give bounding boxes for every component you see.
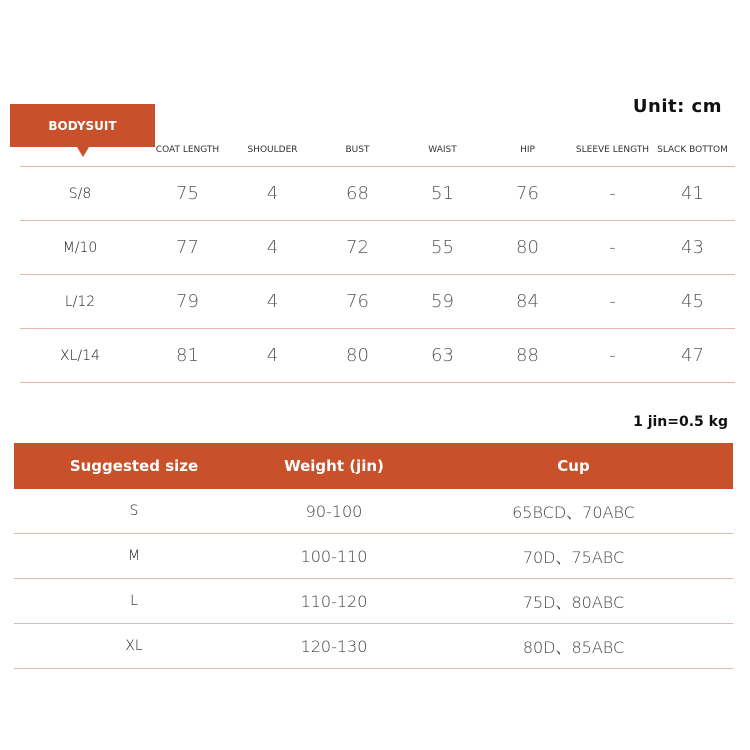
header-slack-bottom: SLACK BOTTOM [657, 145, 728, 155]
cell-slack-bottom: 47 [681, 345, 704, 366]
row-size: M/10 [62, 239, 98, 256]
header-hip: HIP [520, 145, 535, 155]
cell-hip: 88 [516, 345, 539, 366]
cell-sleeve-length: - [609, 237, 616, 258]
cell-slack-bottom: 43 [681, 237, 704, 258]
unit-label: Unit: cm [632, 96, 722, 117]
cell-coat-length: 75 [176, 183, 199, 204]
table-row [14, 624, 733, 669]
suggested-table-header [14, 443, 733, 489]
suggested-weight: 100-110 [300, 546, 368, 566]
header-cup: Cup [557, 457, 590, 475]
header-sleeve-length: SLEEVE LENGTH [575, 145, 650, 155]
suggested-size: S [129, 503, 139, 519]
suggested-size: L [130, 593, 138, 609]
suggested-cup: 65BCD、70ABC [512, 502, 635, 522]
cell-hip: 84 [516, 291, 539, 312]
cell-waist: 51 [431, 183, 454, 204]
header-weight: Weight (jin) [284, 457, 384, 475]
row-size: XL/14 [60, 347, 100, 364]
header-waist: WAIST [428, 145, 457, 155]
header-coat-length: COAT LENGTH [155, 145, 220, 155]
cell-shoulder: 4 [266, 237, 279, 258]
cell-coat-length: 77 [176, 237, 199, 258]
cell-shoulder: 4 [266, 291, 279, 312]
header-bust: BUST [345, 145, 370, 155]
suggested-weight: 110-120 [300, 591, 368, 611]
suggested-cup: 80D、85ABC [522, 637, 625, 657]
cell-coat-length: 79 [176, 291, 199, 312]
table-row [14, 579, 733, 624]
cell-coat-length: 81 [176, 345, 199, 366]
table-row [14, 534, 733, 579]
cell-slack-bottom: 45 [681, 291, 704, 312]
header-suggested-size: Suggested size [69, 457, 199, 475]
cell-bust: 68 [346, 183, 369, 204]
table-row [14, 489, 733, 534]
header-shoulder: SHOULDER [247, 145, 298, 155]
cell-shoulder: 4 [266, 345, 279, 366]
bodysuit-tag: BODYSUIT [10, 104, 155, 147]
row-size: L/12 [64, 293, 96, 310]
cell-slack-bottom: 41 [681, 183, 704, 204]
cell-shoulder: 4 [266, 183, 279, 204]
cell-bust: 76 [346, 291, 369, 312]
table-row [20, 167, 735, 221]
suggested-cup: 75D、80ABC [522, 592, 625, 612]
suggested-weight: 120-130 [300, 636, 368, 656]
cell-sleeve-length: - [609, 291, 616, 312]
cell-sleeve-length: - [609, 345, 616, 366]
table-row [20, 221, 735, 275]
suggested-weight: 90-100 [305, 501, 363, 521]
suggested-size-table [14, 443, 733, 669]
cell-waist: 55 [431, 237, 454, 258]
cell-waist: 63 [431, 345, 454, 366]
suggested-cup: 70D、75ABC [522, 547, 625, 567]
suggested-size: XL [125, 638, 143, 654]
tag-pointer-icon [77, 147, 89, 157]
cell-waist: 59 [431, 291, 454, 312]
table-row [20, 275, 735, 329]
conversion-note: 1 jin=0.5 kg [633, 414, 728, 430]
table-row [20, 329, 735, 383]
suggested-size: M [127, 548, 141, 564]
cell-bust: 80 [346, 345, 369, 366]
cell-hip: 76 [516, 183, 539, 204]
size-table [20, 130, 735, 383]
cell-sleeve-length: - [609, 183, 616, 204]
cell-bust: 72 [346, 237, 369, 258]
row-size: S/8 [68, 185, 92, 202]
cell-hip: 80 [516, 237, 539, 258]
